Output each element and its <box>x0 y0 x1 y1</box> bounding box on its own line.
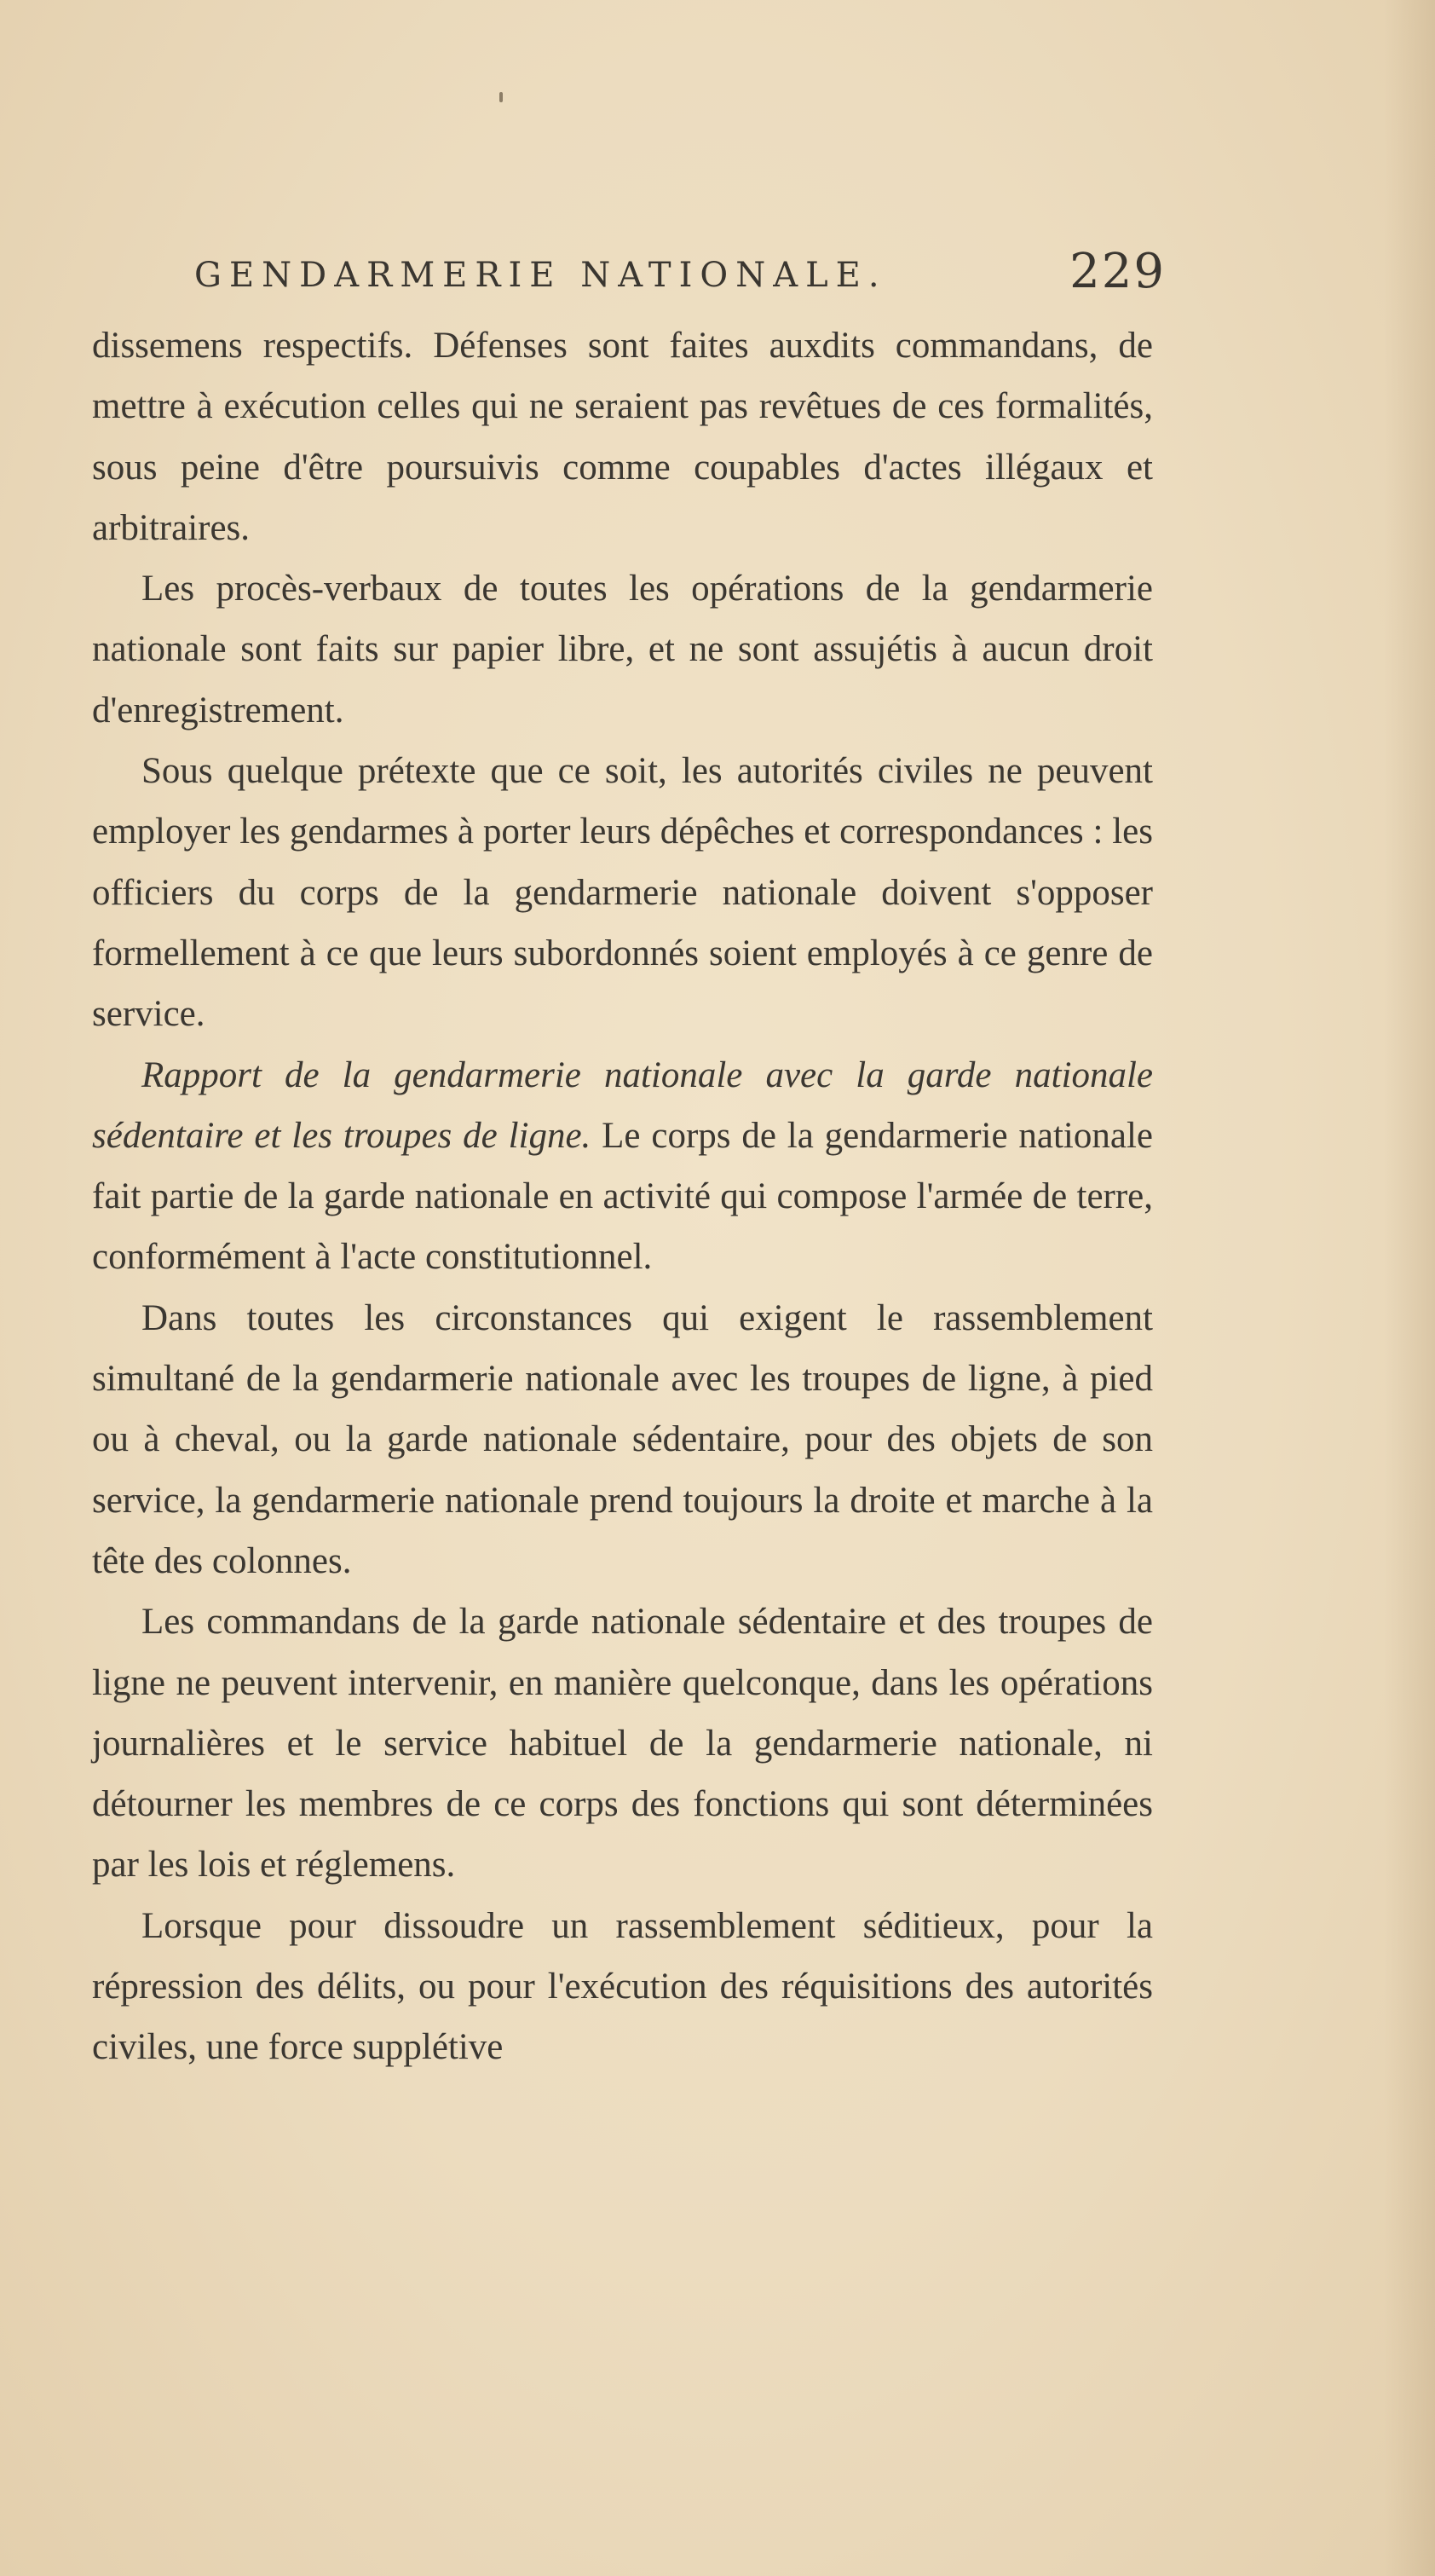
page-number: 229 <box>1069 244 1166 299</box>
paragraph-autorites-civiles: Sous quelque prétexte que ce soit, les autorités civiles ne peuvent employer les gendarmes à porter leurs dépêches et correspondances : les officiers du corps de la gendarmerie nationale doivent s'opposer formellement à ce que leurs subordonnés soient employés à ce genre de service. <box>92 751 1153 1035</box>
paragraph-rassemblement: Dans toutes les circonstances qui exigent le rassemblement simultané de la gendarmerie nationale avec les troupes de ligne, à pied ou à cheval, ou la garde nationale sédentaire, pour des objets de son service, la gendarmerie nationale prend toujours la droite et marche à la tête des colonnes. <box>92 1297 1153 1581</box>
body-text <box>92 315 1153 2078</box>
paragraph-rapport <box>92 1045 1153 1288</box>
paragraph-proces-verbaux: Les procès-verbaux de toutes les opérations de la gendarmerie nationale sont faits sur papier libre, et ne sont assujétis à aucun droit d'enregistrement. <box>92 569 1153 731</box>
section-heading: Rapport de la gendarmerie nationale avec la garde nationale sédentaire et les troupes de ligne. <box>92 1054 1153 1156</box>
paragraph-continuation: dissemens respectifs. Défenses sont faites auxdits commandans, de mettre à exécution celles qui ne seraient pas revêtues de ces formalités, sous peine d'être poursuivis comme coupables d'actes illégaux et arbitraires. <box>92 326 1153 548</box>
paragraph-commandans: Les commandans de la garde nationale sédentaire et des troupes de ligne ne peuvent intervenir, en manière quelconque, dans les opérations journalières et le service habituel de la gendarmerie nationale, ni détourner les membres de ce corps des fonctions qui sont déterminées par les lois et réglemens. <box>92 1602 1153 1886</box>
paragraph-dissoudre: Lorsque pour dissoudre un rassemblement séditieux, pour la répression des délits, ou pour l'exécution des réquisitions des autorités civiles, une force supplétive <box>92 1905 1153 2068</box>
running-head: GENDARMERIE NATIONALE. <box>194 256 887 295</box>
page-header <box>194 244 1166 315</box>
section-text: Le corps de la gendarmerie nationale fait partie de la garde nationale en activité qui compose l'armée de terre, conformément à l'acte constitutionnel. <box>92 1115 1153 1278</box>
ink-speck <box>499 92 503 102</box>
page-edge-shadow <box>1384 0 1435 2576</box>
